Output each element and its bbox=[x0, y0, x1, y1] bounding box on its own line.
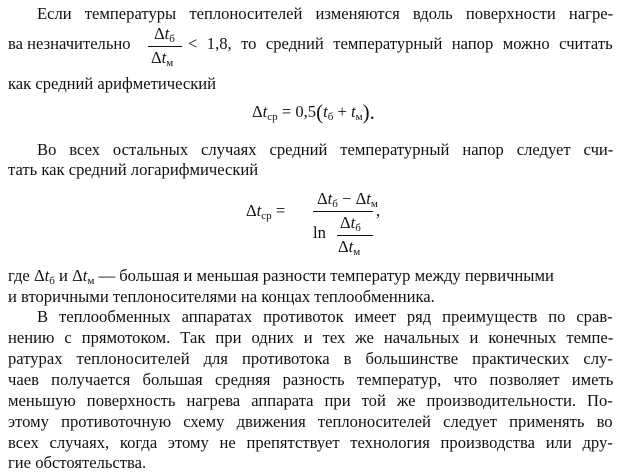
inner-fraction-bar bbox=[337, 235, 373, 236]
paragraph-1-line-2-end: < 1,8, то средний температурный напор можно считать bbox=[188, 34, 613, 53]
ratio-denominator: $\Delta t_м$ bbox=[151, 48, 174, 69]
log-label: ln bbox=[313, 223, 326, 242]
fraction-bar bbox=[148, 46, 182, 47]
paragraph-2-line-1: Во всех остальных случаях средний температурный напор следует счи- bbox=[37, 140, 614, 159]
formula-comma: , bbox=[376, 201, 381, 220]
paragraph-4-line-6: этому противоточную схему движения теплоносителей следует применять во bbox=[8, 412, 613, 431]
paragraph-4-line-1: В теплообменных аппаратах противоток имеет ряд преимуществ по срав- bbox=[37, 307, 613, 326]
paragraph-1-line-1: Если температуры теплоносителей изменяются вдоль поверхности нагре- bbox=[37, 4, 614, 23]
paragraph-1-line-3: как средний арифметический bbox=[8, 74, 217, 93]
paragraph-4-line-4: чаев получается большая средняя разность температур, что позволяет иметь bbox=[8, 370, 614, 389]
paragraph-4-line-3: ратурах теплоносителей для противотока в большинстве практических слу- bbox=[8, 349, 613, 368]
paragraph-4-line-7: всех случаях, когда этому не препятствует технология производства или дру- bbox=[8, 433, 613, 452]
inner-numerator: $\Delta t_б$ bbox=[340, 213, 361, 234]
paragraph-1-line-2-start: ва незначительно bbox=[8, 34, 131, 53]
paragraph-4-line-8: гие обстоятельства. bbox=[8, 453, 147, 472]
paragraph-2-line-2: тать как средний логарифмический bbox=[8, 160, 259, 179]
paragraph-4-line-2: нению с прямотоком. Так при одних и тех же начальных и конечных темпе- bbox=[8, 328, 614, 347]
paragraph-3-line-2: и вторичными теплоносителями на концах теплообменника. bbox=[8, 287, 435, 306]
log-mean-numerator: $\Delta t_б - \Delta t_м$ bbox=[317, 189, 378, 210]
paragraph-4-line-5: меньшую поверхность нагрева аппарата при той же производительности. По- bbox=[8, 391, 613, 410]
ratio-numerator: $\Delta t_б$ bbox=[154, 24, 175, 45]
fraction-bar bbox=[313, 211, 373, 212]
paragraph-3-line-1: где $\Delta t_б$ и $\Delta t_м$ — большая и меньшая разности температур между первичными bbox=[8, 266, 554, 287]
log-mean-lhs: $\Delta t_{ср}$ = bbox=[246, 201, 286, 222]
arithmetic-mean-formula: $\Delta t_{ср} = 0,5(t_б + t_м)$. bbox=[252, 100, 375, 124]
inner-denominator: $\Delta t_м$ bbox=[338, 237, 361, 258]
